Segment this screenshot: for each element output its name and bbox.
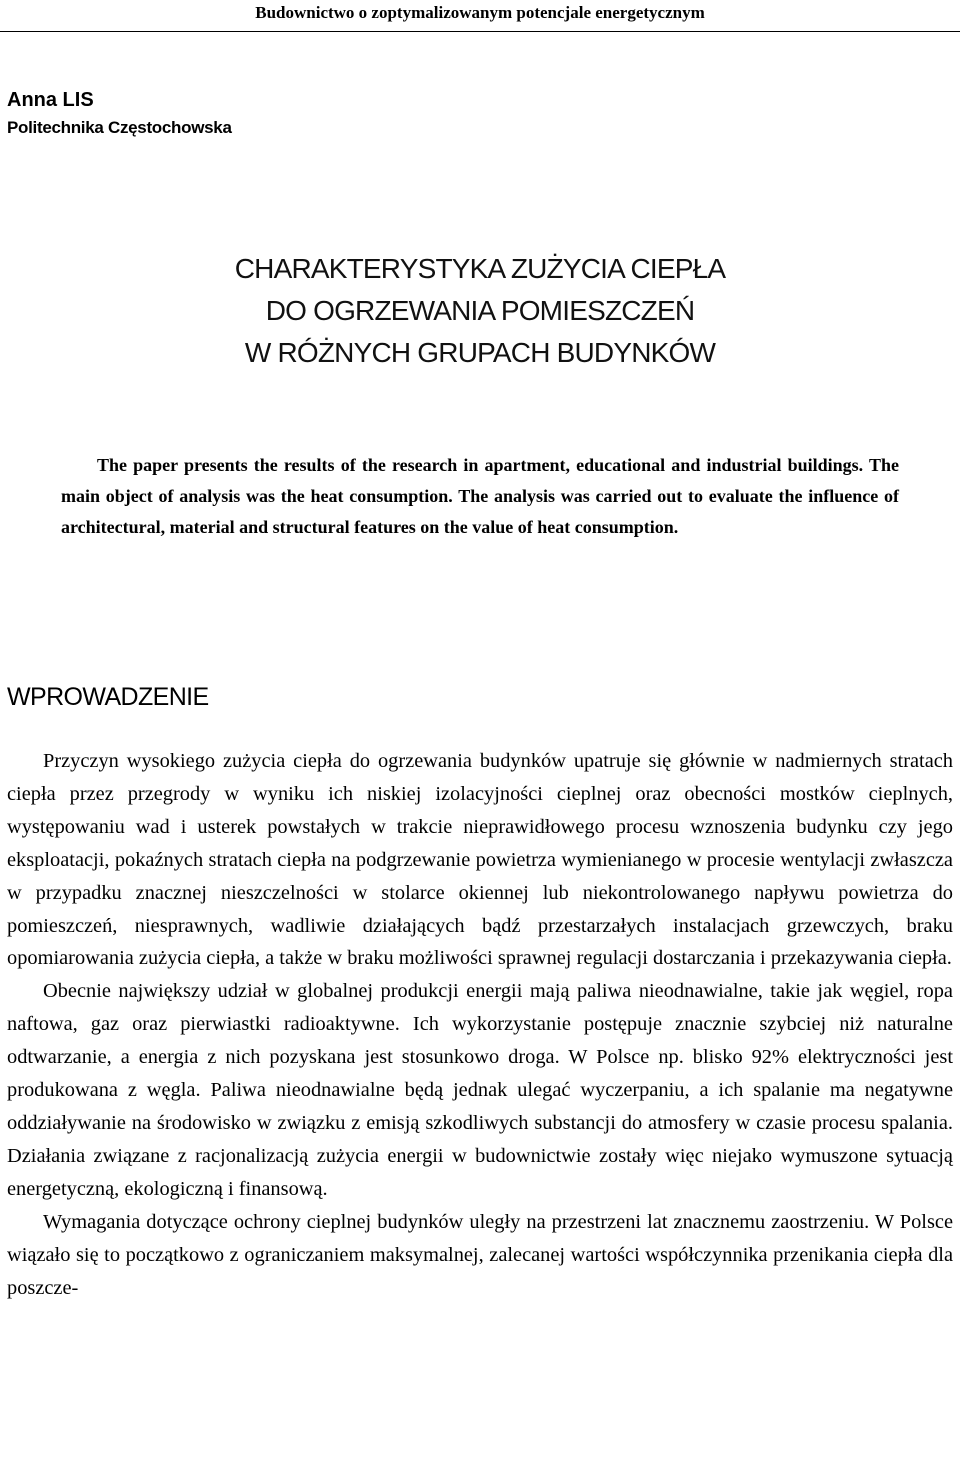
body-paragraph: Wymagania dotyczące ochrony cieplnej budynków uległy na przestrzeni lat znacznemu zaostrzeniu. W Polsce wiązało się to początkowo z ograniczaniem maksymalnej, zalecanej wartości współczynnika przenikania ciepła dla poszcze- — [7, 1210, 953, 1299]
body-paragraph: Przyczyn wysokiego zużycia ciepła do ogrzewania budynków upatruje się głównie w nadmiernych stratach ciepła przez przegrody w wyniku ich niskiej izolacyjności cieplnej oraz obecności mostków cieplnych, występowaniu wad i usterek powstałych w trakcie nieprawidłowego procesu wznoszenia budynku czy jego eksploatacji, pokaźnych stratach ciepła na podgrzewanie powietrza wymienianego w procesie wentylacji zwłaszcza w przypadku znacznej nieszczelności w stolarce okiennej lub niekontrolowanego napływu powietrza do pomieszczeń, niesprawnych, wadliwie działających bądź przestarzałych instalacjach grzewczych, braku opomiarowania zużycia ciepła, a także w braku możliwości sprawnej regulacji dostarczania i przekazywania ciepła. — [7, 750, 953, 970]
body-text — [7, 745, 953, 1304]
running-header: Budownictwo o zoptymalizowanym potencjale energetycznym — [255, 3, 705, 22]
author-name: Anna LIS — [7, 89, 94, 111]
author-affiliation: Politechnika Częstochowska — [7, 118, 232, 137]
abstract: The paper presents the results of the research in apartment, educational and industrial buildings. The main object of analysis was the heat consumption. The analysis was carried out to evaluate the influence of architectural, material and structural features on the value of heat consumption. — [61, 455, 899, 537]
author-block — [7, 86, 232, 142]
body-paragraph: Obecnie największy udział w globalnej produkcji energii mają paliwa nieodnawialne, takie jak węgiel, ropa naftowa, gaz oraz pierwiastki radioaktywne. Ich wykorzystanie postępuje znacznie szybciej niż naturalne odtwarzanie, a energia z nich pozyskana jest stosunkowo droga. W Polsce np. blisko 92% elektryczności jest produkowana z węgla. Paliwa nieodnawialne będą jednak ulegać wyczerpaniu, a ich spalanie ma negatywne oddziaływanie na środowisko w związku z emisją szkodliwych substancji do atmosfery w czasie procesu spalania. Działania związane z racjonalizacją zużycia energii w budownictwie zostały więc niejako wymuszone sytuacją energetyczną, ekologiczną i finansową. — [7, 980, 953, 1200]
paper-title-line: DO OGRZEWANIA POMIESZCZEŃ — [265, 295, 695, 326]
paper-title-line: W RÓŻNYCH GRUPACH BUDYNKÓW — [244, 337, 716, 368]
header-divider — [0, 31, 960, 32]
section-heading: WPROWADZENIE — [7, 683, 209, 711]
paper-title-line: CHARAKTERYSTYKA ZUŻYCIA CIEPŁA — [234, 253, 726, 284]
paper-title — [0, 248, 960, 374]
